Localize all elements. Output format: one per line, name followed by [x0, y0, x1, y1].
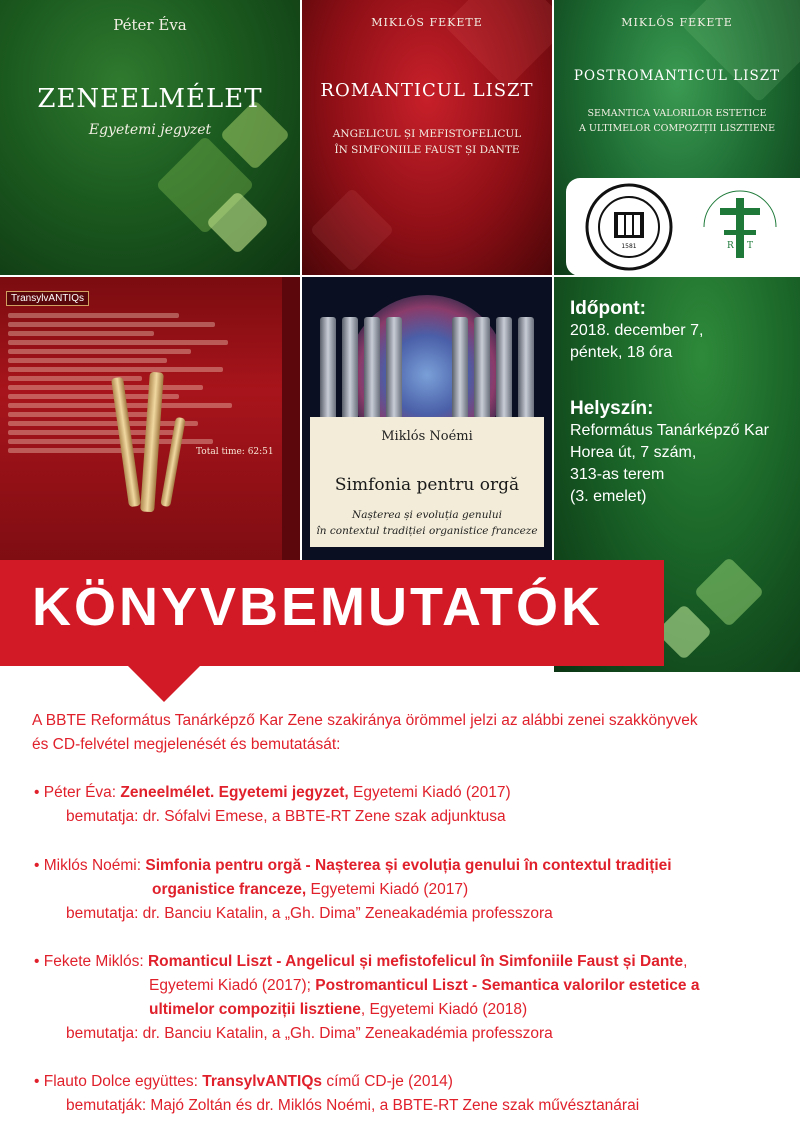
- time-label: Időpont:: [570, 298, 646, 319]
- intro-text: és CD-felvétel megjelenését és bemutatását:: [32, 736, 341, 753]
- ubb-seal-logo: [584, 182, 674, 272]
- decor-diamond: [310, 188, 395, 273]
- item-author: • Miklós Noémi:: [34, 857, 146, 874]
- cover-simfonia-pentru-orga: [302, 277, 552, 562]
- item-title: Simfonia pentru orgă - Nașterea și evoluția genului în contextul tradiției: [145, 857, 672, 874]
- intro-text: A BBTE Református Tanárképző Kar Zene szakiránya örömmel jelzi az alábbi zenei szakkönyvek: [32, 712, 698, 729]
- cover-author: MIKLÓS FEKETE: [621, 16, 733, 29]
- decor-diamond: [656, 604, 713, 661]
- cover-author: Miklós Noémi: [381, 429, 473, 444]
- item-publisher: , Egyetemi Kiadó (2018): [360, 1001, 528, 1018]
- item-title: Romanticul Liszt - Angelicul și mefistofelicul în Simfoniile Faust și Dante: [147, 953, 684, 970]
- banner-pointer: [126, 664, 202, 702]
- list-item: [34, 1073, 453, 1091]
- list-item: [34, 857, 672, 875]
- item-publisher: Egyetemi Kiadó (2017);: [149, 977, 316, 994]
- list-item: [34, 784, 511, 802]
- cover-zeneelmelet: [0, 0, 300, 275]
- list-item-continued: [149, 1001, 527, 1019]
- item-title: ultimelor compoziții lisztiene: [149, 1001, 361, 1018]
- page-title: KÖNYVBEMUTATÓK: [32, 577, 603, 637]
- cover-subtitle: Nașterea și evoluția genului: [352, 509, 502, 521]
- svg-text:T: T: [747, 241, 754, 251]
- cover-cd-transylvantiqs: [0, 277, 300, 562]
- item-publisher: című CD-je (2014): [322, 1073, 453, 1090]
- place-line: 313-as terem: [570, 466, 665, 483]
- cover-subtitle: ANGELICUL ȘI MEFISTOFELICUL: [332, 128, 522, 140]
- cover-title: ROMANTICUL LISZT: [320, 80, 534, 101]
- place-line: Horea út, 7 szám,: [570, 444, 697, 461]
- place-line: Református Tanárképző Kar: [570, 422, 769, 439]
- item-title: Zeneelmélet. Egyetemi jegyzet,: [120, 784, 349, 801]
- list-item-continued: [149, 977, 699, 995]
- cover-title: ZENEELMÉLET: [37, 84, 263, 114]
- cover-subtitle: A ULTIMELOR COMPOZIȚII LISZTIENE: [578, 123, 776, 134]
- item-title: organistice franceze,: [152, 881, 307, 898]
- item-author: • Fekete Miklós:: [34, 953, 148, 970]
- cover-subtitle: în contextul tradiției organistice franceze: [316, 525, 538, 537]
- rt-theology-logo: [694, 182, 786, 272]
- cover-title: POSTROMANTICUL LISZT: [573, 68, 781, 84]
- cd-total-time: Total time: 62:51: [196, 447, 274, 457]
- event-time: [570, 298, 703, 364]
- decor-diamond: [443, 0, 552, 89]
- cover-author: MIKLÓS FEKETE: [371, 16, 483, 29]
- item-author: • Péter Éva:: [34, 784, 121, 801]
- item-publisher: ,: [683, 953, 688, 970]
- item-presenter: bemutatja: dr. Banciu Katalin, a „Gh. Dima” Zeneakadémia professzora: [66, 905, 553, 922]
- item-publisher: Egyetemi Kiadó (2017): [348, 784, 511, 801]
- cd-spine: [282, 277, 300, 562]
- cd-brand-label: TransylvANTIQs: [6, 291, 89, 306]
- list-item: [34, 953, 687, 971]
- cover-subtitle: SEMANTICA VALORILOR ESTETICE: [587, 108, 767, 119]
- cover-title: Simfonia pentru orgă: [334, 475, 520, 495]
- event-place: [570, 398, 769, 508]
- svg-text:R: R: [727, 241, 734, 251]
- logos-panel: [566, 178, 800, 276]
- decor-diamond: [694, 557, 765, 628]
- time-day: péntek, 18 óra: [570, 344, 673, 361]
- item-author: • Flauto Dolce együttes:: [34, 1073, 203, 1090]
- list-item-continued: [152, 881, 468, 899]
- item-title: TransylvANTIQs: [202, 1073, 323, 1090]
- item-presenter: bemutatja: dr. Banciu Katalin, a „Gh. Dima” Zeneakadémia professzora: [66, 1025, 553, 1042]
- item-title: Postromanticul Liszt - Semantica valorilor estetice a: [315, 977, 700, 994]
- place-label: Helyszín:: [570, 398, 654, 419]
- svg-text:1581: 1581: [621, 243, 637, 250]
- time-date: 2018. december 7,: [570, 322, 704, 339]
- item-presenter: bemutatja: dr. Sófalvi Emese, a BBTE-RT Zene szak adjunktusa: [66, 808, 506, 825]
- place-line: (3. emelet): [570, 488, 647, 505]
- cover-subtitle: ÎN SIMFONIILE FAUST ȘI DANTE: [334, 144, 520, 156]
- item-presenter: bemutatják: Majó Zoltán és dr. Miklós Noémi, a BBTE-RT Zene szak művésztanárai: [66, 1097, 640, 1114]
- cover-romanticul-liszt: [302, 0, 552, 275]
- cover-author: Péter Éva: [113, 16, 187, 34]
- item-publisher: Egyetemi Kiadó (2017): [306, 881, 469, 898]
- cover-subtitle: Egyetemi jegyzet: [88, 122, 212, 138]
